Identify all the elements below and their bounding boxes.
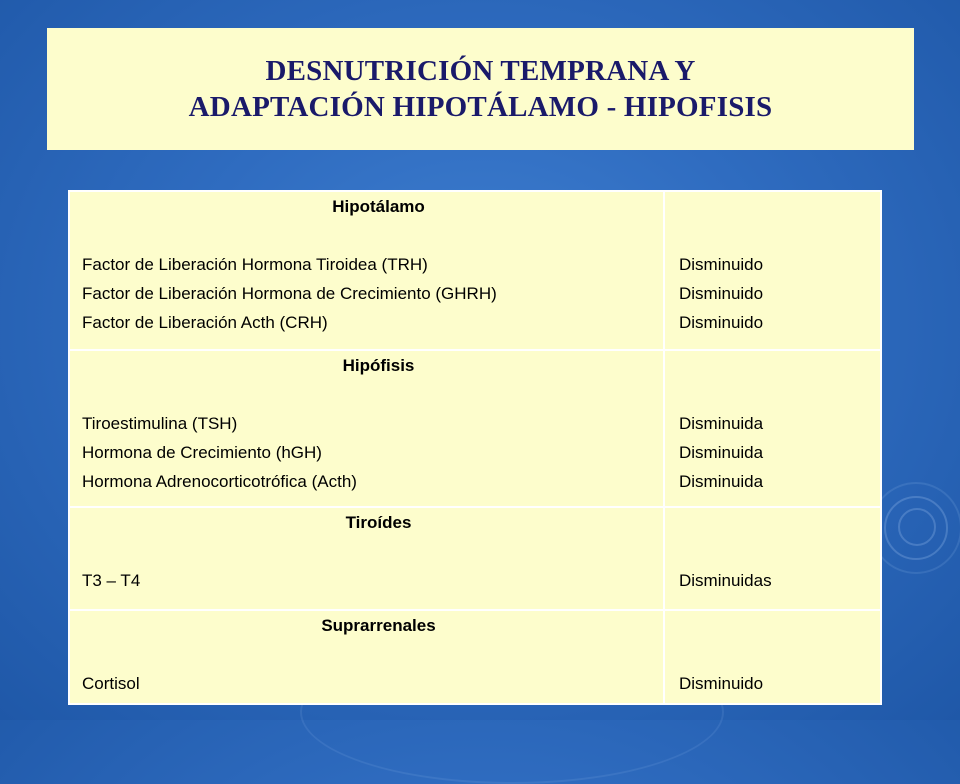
group-heading: Suprarrenales	[321, 616, 436, 635]
values-cell	[664, 191, 881, 350]
table-row-hipofisis	[69, 350, 881, 507]
labels-cell	[69, 507, 664, 610]
hormone-value: Disminuido	[679, 284, 764, 303]
title-line-1: DESNUTRICIÓN TEMPRANA Y	[265, 55, 696, 87]
values-cell	[664, 610, 881, 704]
hormone-label: Factor de Liberación Acth (CRH)	[82, 313, 328, 332]
hormone-value: Disminuido	[679, 674, 764, 693]
labels-cell	[69, 350, 664, 507]
hormone-value: Disminuida	[679, 472, 764, 491]
values-cell	[664, 350, 881, 507]
hormone-value: Disminuido	[679, 255, 764, 274]
hormone-label: Factor de Liberación Hormona Tiroidea (TRH)	[82, 255, 428, 274]
table-row-tiroides	[69, 507, 881, 610]
group-heading: Hipófisis	[342, 356, 415, 375]
title-box	[47, 28, 914, 150]
hormone-value: Disminuidas	[679, 571, 772, 590]
hormone-label: Hormona Adrenocorticotrófica (Acth)	[82, 472, 357, 491]
hormone-table	[68, 190, 882, 705]
labels-cell	[69, 191, 664, 350]
hormone-label: Cortisol	[82, 674, 140, 693]
title-line-2: ADAPTACIÓN HIPOTÁLAMO - HIPOFISIS	[188, 91, 773, 123]
hormone-label: Hormona de Crecimiento (hGH)	[82, 443, 322, 462]
hormone-value: Disminuida	[679, 443, 764, 462]
labels-cell	[69, 610, 664, 704]
table-row-suprarrenales	[69, 610, 881, 704]
hormone-label: Tiroestimulina (TSH)	[82, 414, 238, 433]
table-row-hipotalamo	[69, 191, 881, 350]
ripple-decoration	[870, 482, 960, 574]
hormone-value: Disminuida	[679, 414, 764, 433]
values-cell	[664, 507, 881, 610]
group-heading: Tiroídes	[345, 513, 412, 532]
group-heading: Hipotálamo	[332, 197, 425, 216]
hormone-label: Factor de Liberación Hormona de Crecimiento (GHRH)	[82, 284, 497, 303]
hormone-label: T3 – T4	[82, 571, 141, 590]
hormone-value: Disminuido	[679, 313, 764, 332]
